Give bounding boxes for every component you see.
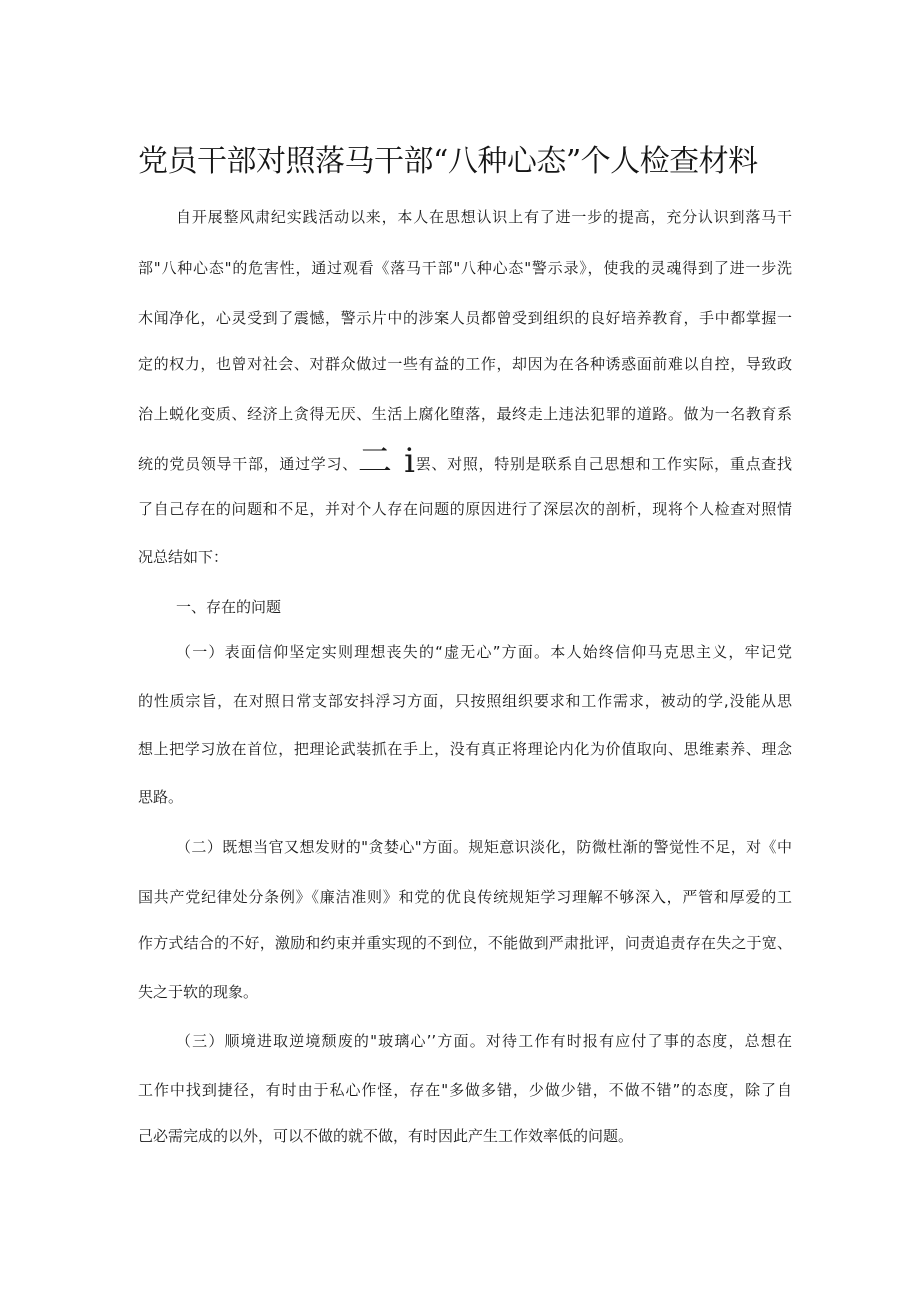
section-heading-problems: 一、存在的问题 xyxy=(176,598,282,616)
item3-line-3: 己必需完成的以外，可以不做的就不做，有时因此产生工作效率低的问题。 xyxy=(138,1127,634,1145)
distorted-characters: 二 i xyxy=(357,441,416,481)
intro-line-2: 部"八种心态"的危害性，通过观看《落马干部"八种心态"警示录》，使我的灵魂得到了进一步洗 xyxy=(138,259,792,277)
document-title: 党员干部对照落马干部“八种心态”个人检查材料 xyxy=(138,144,758,179)
item1-line-3: 想上把学习放在首位，把理论武装抓在手上，没有真正将理论内化为价值取向、思维素养、理念 xyxy=(138,740,792,758)
intro-line-3: 木闻净化，心灵受到了震憾，警示片中的涉案人员都曾受到组织的良好培养教育，手中都掌握一 xyxy=(138,309,792,327)
intro-line-8: 况总结如下： xyxy=(138,548,229,566)
item2-line-3: 作方式结合的不好，激励和约束并重实现的不到位，不能做到严肃批评，问责追责存在失之于宽、 xyxy=(138,934,792,952)
item3-line-2: 工作中找到捷径，有时由于私心作怪，存在"多做多错，少做少错，不做不错”的态度，除了自 xyxy=(138,1081,792,1099)
intro-line-6 xyxy=(138,441,792,481)
item1-line-2: 的性质宗旨，在对照日常支部安抖浮习方面，只按照组织要求和工作需求，被动的学,没能从思 xyxy=(138,692,792,710)
intro-line-1: 自开展整风肃纪实践活动以来，本人在思想认识上有了进一步的提高，充分认识到落马干 xyxy=(176,208,792,226)
item2-line-1: （二）既想当官又想发财的"贪婪心"方面。规矩意识淡化，防微杜渐的警觉性不足，对《中 xyxy=(176,838,792,856)
intro-line-4: 定的权力，也曾对社会、对群众做过一些有益的工作，却因为在各种诱惑面前难以自控，导致政 xyxy=(138,355,792,373)
intro-line-6-end: 罢、对照，特别是联系自己思想和工作实际，重点查找 xyxy=(415,455,792,473)
item1-line-1: （一）表面信仰坚定实则理想丧失的“虚无心”方面。本人始终信仰马克思主义，牢记党 xyxy=(176,643,792,661)
intro-line-5: 治上蜕化变质、经济上贪得无厌、生活上腐化堕落，最终走上违法犯罪的道路。做为一名教育系 xyxy=(138,405,792,423)
intro-line-7: 了自己存在的问题和不足，并对个人存在问题的原因进行了深层次的剖析，现将个人检查对照情 xyxy=(138,500,792,518)
item2-line-4: 失之于软的现象。 xyxy=(138,983,259,1001)
item3-line-1: （三）顺境进取逆境颓废的"玻璃心’’方面。对待工作有时报有应付了事的态度，总想在 xyxy=(176,1032,792,1050)
item1-line-4: 思路。 xyxy=(138,788,184,806)
item2-line-2: 国共产党纪律处分条例》《廉洁准则》和党的优良传统规矩学习理解不够深入，严管和厚爱的工 xyxy=(138,888,792,906)
intro-line-6-start: 统的党员领导干部，通过学习、 xyxy=(138,455,358,473)
